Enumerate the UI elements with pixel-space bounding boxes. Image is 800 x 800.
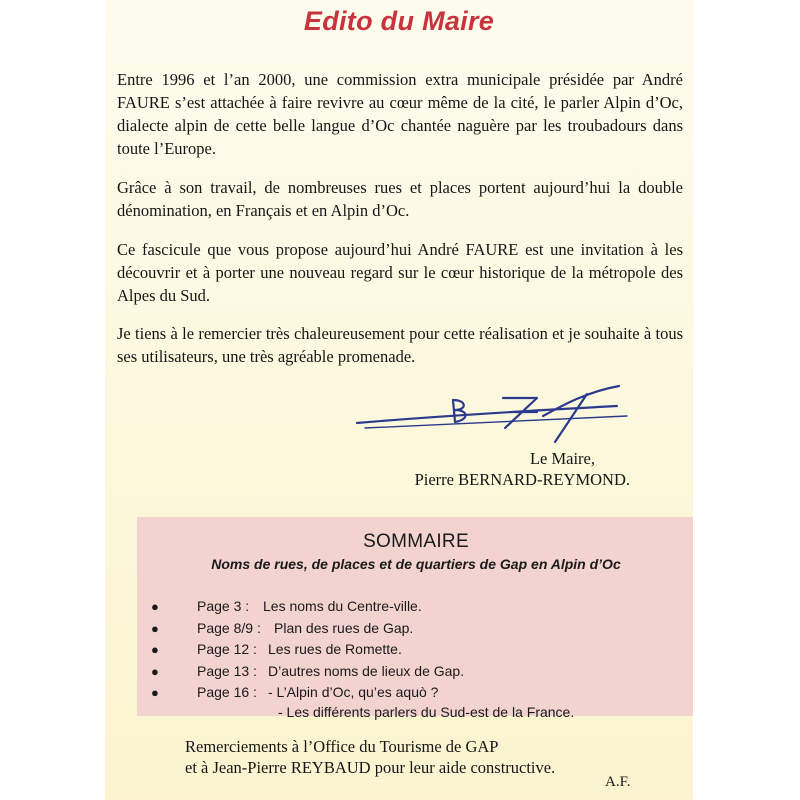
- summary-page: Page 13 :: [197, 663, 257, 679]
- list-item: [137, 618, 693, 639]
- summary-text: Plan des rues de Gap.: [274, 620, 414, 636]
- summary-text: - L’Alpin d’Oc, qu’es aquò ?: [268, 684, 439, 700]
- summary-page: Page 3 :: [197, 598, 250, 614]
- paragraph-1: Entre 1996 et l’an 2000, une commission extra municipale présidée par André FAURE s’est attachée à faire revivre au cœur même de la cité, le parler Alpin d’Oc, dialecte alpin de cette belle langue d’Oc chantée naguère par les troubadours dans toute l’Europe.: [117, 70, 683, 158]
- list-item: [137, 702, 693, 723]
- signature-title: Le Maire,: [529, 449, 595, 468]
- page-title: Edito du Maire: [303, 6, 495, 36]
- summary-text: D’autres noms de lieux de Gap.: [268, 663, 465, 679]
- summary-page: Page 16 :: [197, 684, 257, 700]
- paragraph-3: Ce fascicule que vous propose aujourd’hui André FAURE est une invitation à les découvrir et à porter une nouveau regard sur le cœur historique de la métropole des Alpes du Sud.: [117, 240, 683, 305]
- thanks-line-2: et à Jean-Pierre REYBAUD pour leur aide constructive.: [185, 758, 556, 777]
- summary-subtitle: Noms de rues, de places et de quartiers de Gap en Alpin d’Oc: [211, 556, 621, 572]
- bullet-icon: ●: [151, 642, 159, 657]
- bullet-icon: ●: [151, 664, 159, 679]
- bullet-icon: ●: [151, 685, 159, 700]
- bullet-icon: ●: [151, 621, 159, 636]
- summary-page: Page 8/9 :: [197, 620, 261, 636]
- mayor-signature: [355, 378, 635, 450]
- summary-box: [137, 517, 693, 720]
- bullet-icon: ●: [151, 599, 159, 614]
- list-item: [137, 639, 693, 660]
- summary-text: Les rues de Romette.: [268, 641, 402, 657]
- list-item: [137, 661, 693, 682]
- summary-text: - Les différents parlers du Sud-est de la France.: [278, 704, 575, 720]
- author-initials: A.F.: [605, 774, 631, 790]
- list-item: [137, 596, 693, 617]
- summary-page: Page 12 :: [197, 641, 257, 657]
- list-item: [137, 682, 693, 703]
- summary-text: Les noms du Centre-ville.: [263, 598, 422, 614]
- thanks-line-1: Remerciements à l’Office du Tourisme de GAP: [185, 737, 499, 756]
- summary-heading: SOMMAIRE: [363, 531, 469, 552]
- signature-name: Pierre BERNARD-REYMOND.: [414, 470, 630, 489]
- paragraph-2: Grâce à son travail, de nombreuses rues et places portent aujourd’hui la double dénomination, en Français et en Alpin d’Oc.: [117, 178, 683, 220]
- paragraph-4: Je tiens à le remercier très chaleureusement pour cette réalisation et je souhaite à tous ses utilisateurs, une très agréable promenade.: [117, 324, 683, 366]
- document-page: [105, 0, 693, 800]
